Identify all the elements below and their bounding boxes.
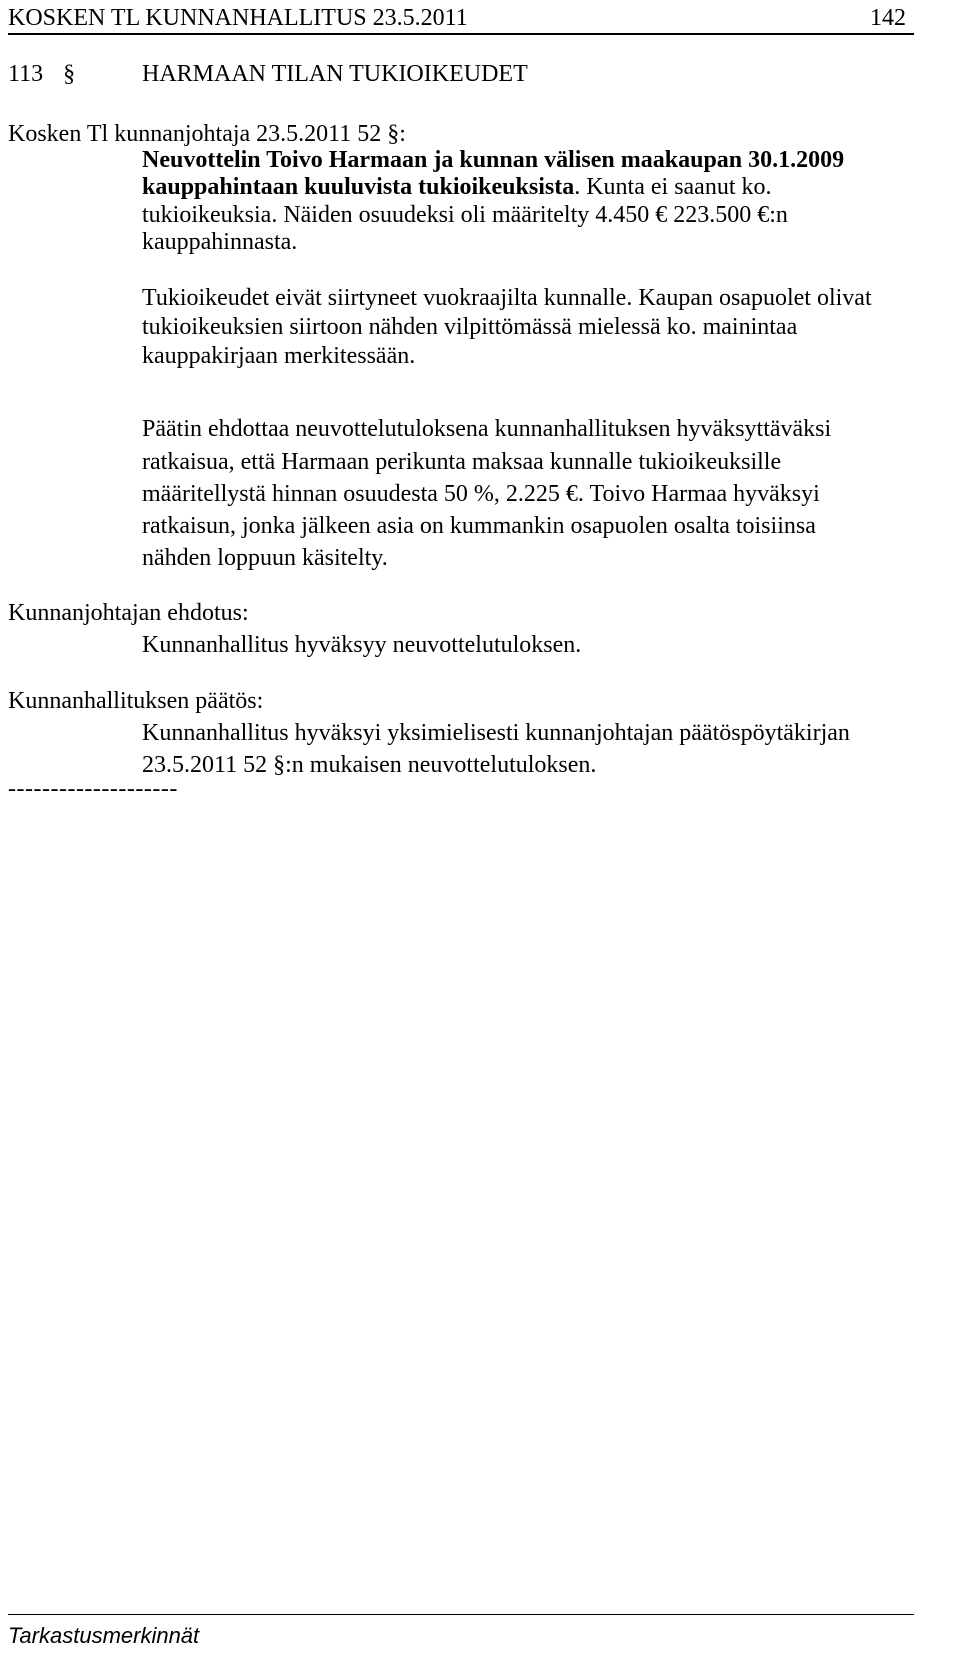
para2-line3: kauppakirjaan merkitessään. (142, 343, 416, 369)
intro-prefix: Kosken Tl kunnanjohtaja 23.5.2011 52 (8, 121, 382, 147)
para3-line3 (142, 482, 820, 506)
para2-line2: tukioikeuksien siirtoon nähden vilpittömässä mielessä ko. mainintaa (142, 314, 798, 340)
para2-line1: Tukioikeudet eivät siirtyneet vuokraajilta kunnalle. Kaupan osapuolet olivat (142, 285, 872, 311)
footer-rule (8, 1614, 914, 1615)
header-rule (8, 33, 914, 35)
euro-symbol: € (655, 202, 668, 228)
para1-line2-bold: kauppahintaan kuuluvista tukioikeuksista (142, 174, 575, 200)
para3-line2: ratkaisua, että Harmaan perikunta maksaa kunnalle tukioikeuksille (142, 449, 782, 475)
para1-line2 (142, 175, 772, 199)
intro-suffix: : (399, 121, 406, 147)
para3-line5: nähden loppuun käsitelty. (142, 545, 388, 571)
para1-line3 (142, 203, 788, 227)
para3-line1: Päätin ehdottaa neuvottelutuloksena kunnanhallituksen hyväksyttäväksi (142, 416, 832, 442)
decision-line2-b: :n mukaisen neuvottelutuloksen. (285, 752, 597, 778)
para1-line3-a: tukioikeuksia. Näiden osuudeksi oli määritelty 4.450 (142, 202, 650, 228)
para1-line4: kauppahinnasta. (142, 229, 298, 255)
para3-line3-b: . Toivo Harmaa hyväksyi (577, 481, 820, 507)
para3-line4: ratkaisun, jonka jälkeen asia on kummankin osapuolen osalta toisiinsa (142, 513, 816, 539)
section-heading (8, 62, 75, 86)
section-symbol: § (63, 61, 76, 87)
decision-symbol: § (273, 752, 286, 778)
decision-line1: Kunnanhallitus hyväksyi yksimielisesti kunnanjohtajan päätöspöytäkirjan (142, 720, 850, 746)
decision-line2-a: 23.5.2011 52 (142, 752, 268, 778)
section-title: HARMAAN TILAN TUKIOIKEUDET (142, 61, 528, 87)
dashed-separator: -------------------- (8, 776, 178, 802)
page-number: 142 (870, 5, 906, 31)
proposal-text: Kunnanhallitus hyväksyy neuvottelutuloksen. (142, 632, 582, 658)
para1-line2-rest: . Kunta ei saanut ko. (574, 174, 772, 200)
intro-line (8, 122, 406, 146)
euro-symbol: € (565, 481, 578, 507)
section-number: 113 (8, 61, 44, 87)
para1-line3-c: :n (769, 202, 788, 228)
proposal-label: Kunnanjohtajan ehdotus: (8, 600, 249, 626)
para1-line1: Neuvottelin Toivo Harmaan ja kunnan välisen maakaupan 30.1.2009 (142, 147, 845, 173)
intro-symbol: § (387, 121, 400, 147)
decision-label: Kunnanhallituksen päätös: (8, 688, 264, 714)
decision-line2 (142, 753, 596, 777)
footer-label: Tarkastusmerkinnät (8, 1623, 200, 1648)
document-header-title: KOSKEN TL KUNNANHALLITUS 23.5.2011 (8, 5, 468, 31)
euro-symbol: € (757, 202, 770, 228)
para1-line3-b: 223.500 (673, 202, 752, 228)
para3-line3-a: määritellystä hinnan osuudesta 50 %, 2.225 (142, 481, 560, 507)
